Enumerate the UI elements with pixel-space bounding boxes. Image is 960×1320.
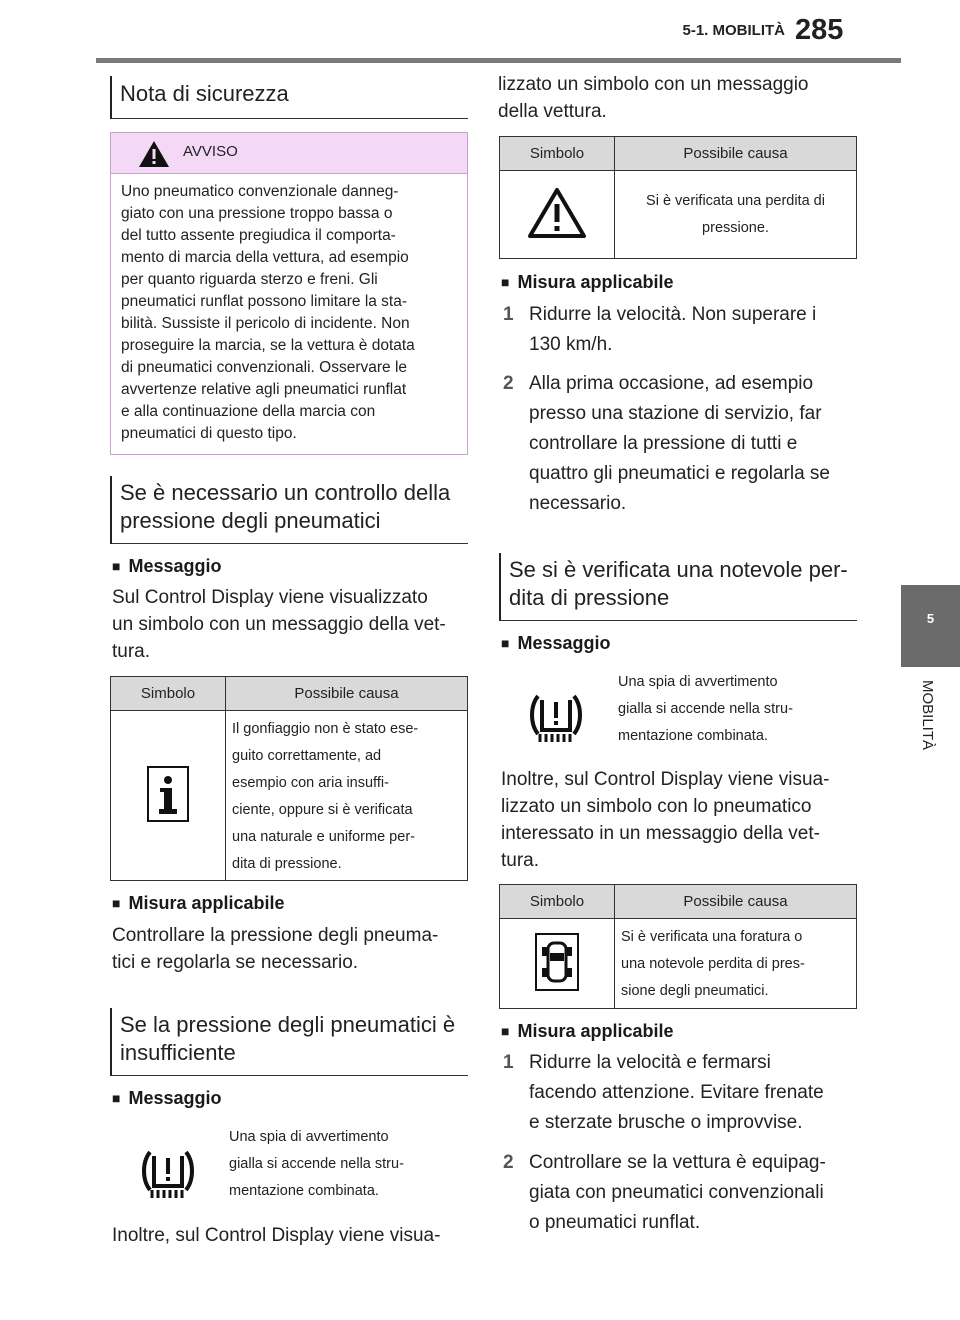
para-line: lizzato un simbolo con un messaggio xyxy=(498,74,809,95)
para-line: tura. xyxy=(501,850,540,871)
step-line: o pneumatici runflat. xyxy=(529,1212,701,1233)
heading-line: dita di pressione xyxy=(509,585,670,610)
warning-line: pneumatici runflat possono limitare la sta- xyxy=(121,293,408,310)
step-1 xyxy=(503,1048,863,1138)
spia-line: gialla si accende nella stru- xyxy=(618,701,793,717)
subheading-misura: ■ Misura applicabile xyxy=(501,272,674,293)
cause-cell xyxy=(615,171,857,259)
para-line: Controllare la pressione degli pneuma- xyxy=(112,925,439,946)
para-line: tici e regolarla se necessario. xyxy=(112,952,359,973)
warning-box xyxy=(110,132,468,455)
chapter-tab xyxy=(901,585,960,667)
para-line: della vettura. xyxy=(498,101,607,122)
warning-line: per quanto riguarda sterzo e freni. Gli xyxy=(121,271,378,288)
tire-pressure-warning-icon xyxy=(528,692,584,746)
warning-line: bilità. Sussiste il pericolo di incidente. Non xyxy=(121,315,410,332)
cause-line: Il gonfiaggio non è stato ese- xyxy=(232,720,419,737)
spia-text xyxy=(229,1124,404,1205)
chapter-label: MOBILITÀ xyxy=(919,680,936,751)
cause-line: esempio con aria insuffi- xyxy=(232,774,389,791)
spia-line: Una spia di avvertimento xyxy=(229,1129,389,1145)
subheading-misura: ■ Misura applicabile xyxy=(112,893,285,914)
step-number: 2 xyxy=(503,1152,514,1173)
step-line: necessario. xyxy=(529,493,627,514)
paragraph xyxy=(498,71,858,125)
warning-triangle-icon xyxy=(137,139,171,169)
symbol-cell xyxy=(111,711,226,881)
spia-line: mentazione combinata. xyxy=(229,1183,379,1199)
subheading-messaggio: ■ Messaggio xyxy=(112,556,222,577)
warning-text xyxy=(111,174,467,445)
step-line: 130 km/h. xyxy=(529,334,613,355)
para-line: tura. xyxy=(112,641,151,662)
step-line: Alla prima occasione, ad esempio xyxy=(529,373,814,394)
warning-line: avvertenze relative agli pneumatici runflat xyxy=(121,381,407,398)
symbol-table-3 xyxy=(499,884,857,1009)
step-number: 1 xyxy=(503,304,514,325)
step-line: presso una stazione di servizio, far xyxy=(529,403,822,424)
col-cause: Possibile causa xyxy=(226,677,468,711)
symbol-table-2 xyxy=(499,136,857,259)
symbol-cell xyxy=(500,919,615,1009)
step-line: e sterzate brusche o improvvise. xyxy=(529,1112,803,1133)
paragraph: Inoltre, sul Control Display viene visua- xyxy=(112,1225,441,1246)
warning-title: AVVISO xyxy=(183,143,238,160)
cause-line: una notevole perdita di pres- xyxy=(621,956,805,972)
step-line: giata con pneumatici convenzionali xyxy=(529,1182,824,1203)
cause-cell xyxy=(226,711,468,881)
cause-line: Si è verificata una perdita di xyxy=(646,192,825,209)
warning-line: del tutto assente pregiudica il comporta- xyxy=(121,227,396,244)
warning-line: Uno pneumatico convenzionale danneg- xyxy=(121,183,399,200)
para-line: Inoltre, sul Control Display viene visua- xyxy=(501,769,830,790)
col-symbol: Simbolo xyxy=(111,677,226,711)
col-symbol: Simbolo xyxy=(500,885,615,919)
heading-controllo-pressione xyxy=(110,476,468,544)
step-1 xyxy=(503,300,863,360)
symbol-cell xyxy=(500,171,615,259)
step-2 xyxy=(503,369,863,519)
warning-triangle-icon xyxy=(527,187,587,239)
step-line: Controllare se la vettura è equipag- xyxy=(529,1152,826,1173)
heading-nota-sicurezza xyxy=(110,76,468,119)
step-line: Ridurre la velocità. Non superare i xyxy=(529,304,817,325)
heading-line: insufficiente xyxy=(120,1040,236,1065)
warning-line: di pneumatici convenzionali. Osservare le xyxy=(121,359,408,376)
heading-line: Se la pressione degli pneumatici è xyxy=(120,1012,456,1037)
step-line: Ridurre la velocità e fermarsi xyxy=(529,1052,771,1073)
cause-line: una naturale e uniforme per- xyxy=(232,828,415,845)
page-number: 285 xyxy=(795,14,844,46)
step-line: facendo attenzione. Evitare frenate xyxy=(529,1082,824,1103)
heading-notevole-perdita xyxy=(499,553,857,621)
subheading-messaggio: ■ Messaggio xyxy=(501,633,611,654)
col-cause: Possibile causa xyxy=(615,885,857,919)
spia-text xyxy=(618,669,793,750)
info-icon xyxy=(147,766,189,822)
para-line: interessato in un messaggio della vet- xyxy=(501,823,820,844)
cause-line: dita di pressione. xyxy=(232,855,342,872)
cause-line: pressione. xyxy=(702,219,769,236)
para-line: Sul Control Display viene visualizzato xyxy=(112,587,428,608)
col-symbol: Simbolo xyxy=(500,137,615,171)
chapter-number: 5 xyxy=(926,611,935,626)
heading-text: Nota di sicurezza xyxy=(120,81,289,106)
warning-line: pneumatici di questo tipo. xyxy=(121,425,297,442)
warning-line: giato con una pressione troppo bassa o xyxy=(121,205,393,222)
subheading-messaggio: ■ Messaggio xyxy=(112,1088,222,1109)
paragraph xyxy=(501,766,861,874)
warning-line: mento di marcia della vettura, ad esempio xyxy=(121,249,409,266)
spia-line: mentazione combinata. xyxy=(618,728,768,744)
cause-line: ciente, oppure si è verificata xyxy=(232,801,413,818)
heading-line: Se si è verificata una notevole per- xyxy=(509,557,848,582)
spia-line: Una spia di avvertimento xyxy=(618,674,778,690)
warning-line: proseguire la marcia, se la vettura è dotata xyxy=(121,337,415,354)
section-title: 5-1. MOBILITÀ xyxy=(682,22,785,39)
header-rule xyxy=(96,58,901,63)
step-number: 1 xyxy=(503,1052,514,1073)
step-line: quattro gli pneumatici e regolarla se xyxy=(529,463,831,484)
heading-line: pressione degli pneumatici xyxy=(120,508,381,533)
paragraph xyxy=(112,922,472,976)
col-cause: Possibile causa xyxy=(615,137,857,171)
step-number: 2 xyxy=(503,373,514,394)
spia-line: gialla si accende nella stru- xyxy=(229,1156,404,1172)
step-line: controllare la pressione di tutti e xyxy=(529,433,798,454)
tire-pressure-warning-icon xyxy=(140,1148,196,1202)
heading-pressione-insufficiente xyxy=(110,1008,468,1076)
car-tire-icon xyxy=(535,933,579,991)
cause-line: guito correttamente, ad xyxy=(232,747,382,764)
cause-cell xyxy=(615,919,857,1009)
cause-line: Si è verificata una foratura o xyxy=(621,929,803,945)
para-line: un simbolo con un messaggio della vet- xyxy=(112,614,446,635)
warning-line: e alla continuazione della marcia con xyxy=(121,403,376,420)
subheading-misura: ■ Misura applicabile xyxy=(501,1021,674,1042)
step-2 xyxy=(503,1148,863,1238)
para-line: lizzato un simbolo con lo pneumatico xyxy=(501,796,812,817)
heading-line: Se è necessario un controllo della xyxy=(120,480,451,505)
symbol-table-1 xyxy=(110,676,468,881)
cause-line: sione degli pneumatici. xyxy=(621,983,769,999)
warning-header xyxy=(111,133,467,174)
paragraph xyxy=(112,584,472,665)
